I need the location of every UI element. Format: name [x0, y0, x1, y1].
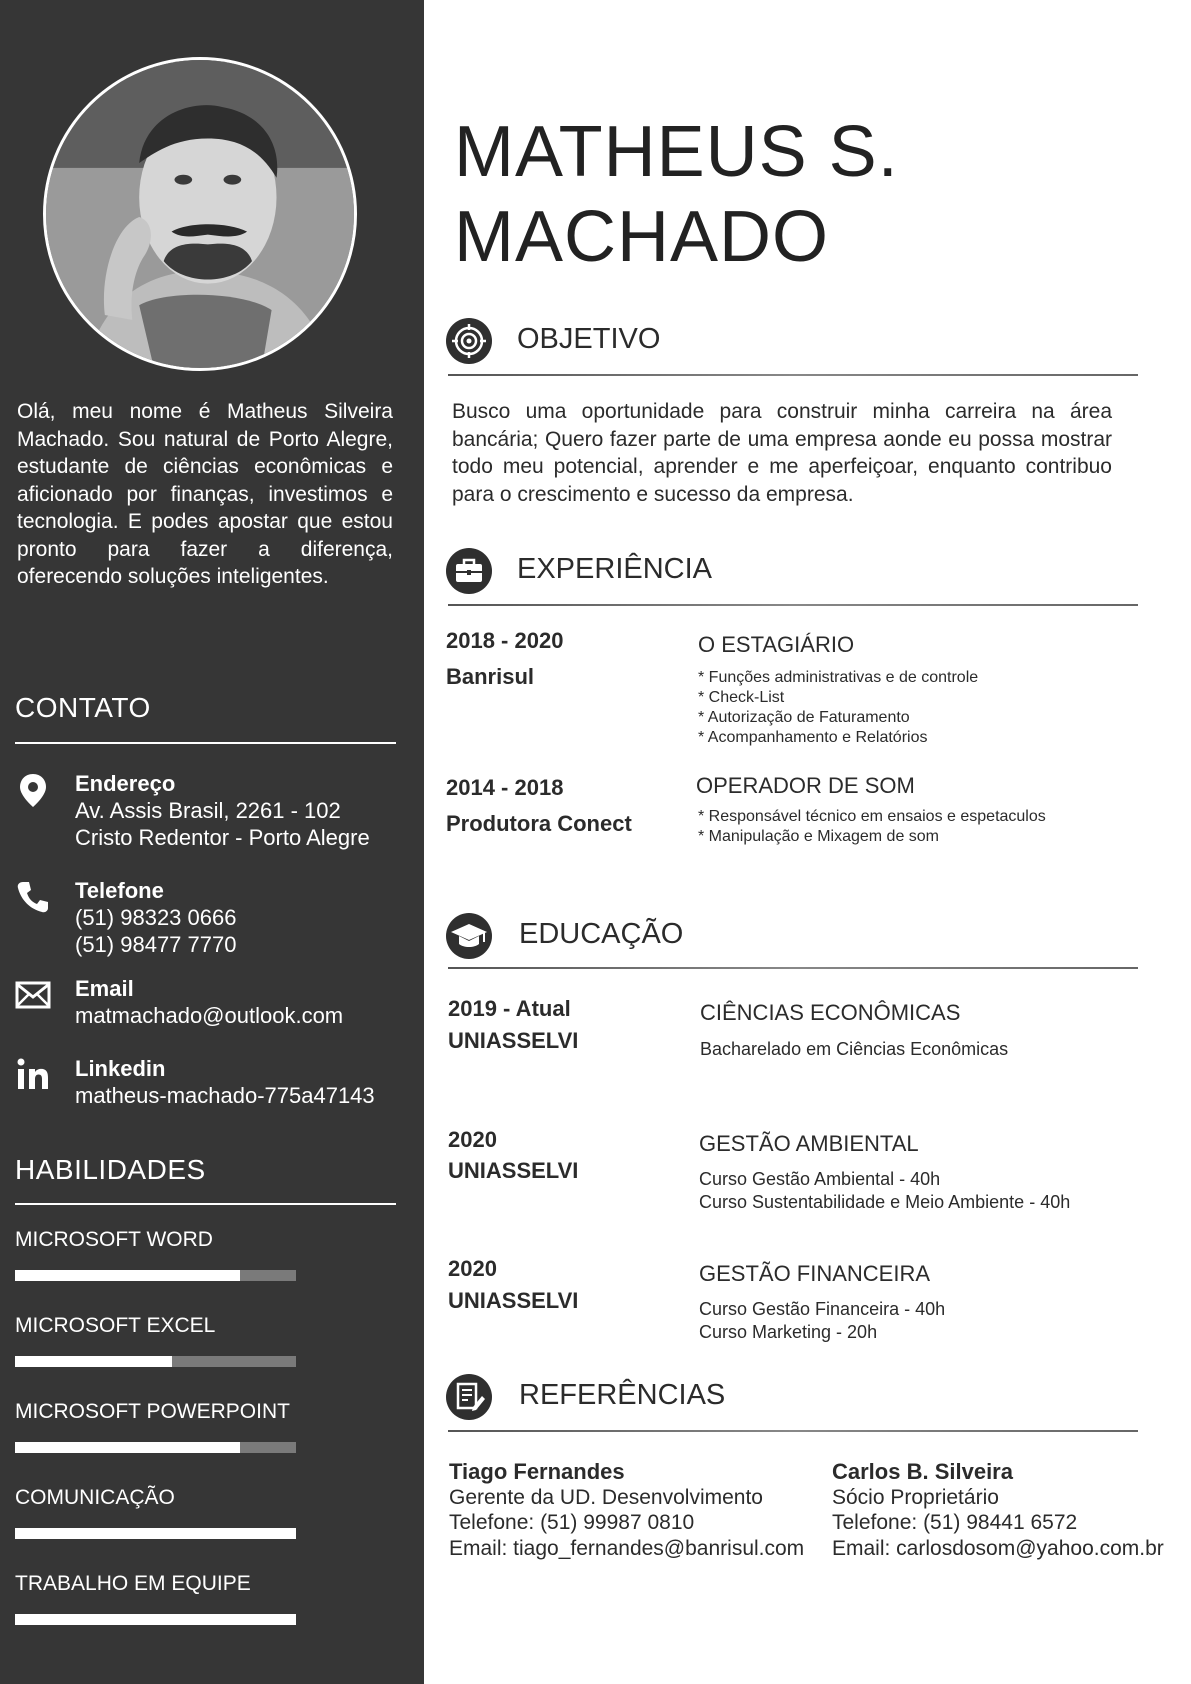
entry-years: 2018 - 2020 — [446, 628, 564, 653]
entry-role: OPERADOR DE SOM — [696, 773, 915, 798]
entry-organization: UNIASSELVI — [448, 1158, 579, 1183]
detail-line: Curso Sustentabilidade e Meio Ambiente - 40h — [699, 1192, 1071, 1212]
skill-bar — [15, 1270, 296, 1281]
entry-organization: Banrisul — [446, 664, 535, 689]
skill-bar — [15, 1614, 296, 1625]
skill-word — [15, 1228, 296, 1252]
entry-course: CIÊNCIAS ECONÔMICAS — [700, 1000, 961, 1025]
phone-label: Telefone — [75, 878, 164, 903]
section-title: EXPERIÊNCIA — [517, 553, 712, 585]
skills-title: HABILIDADES — [15, 1154, 206, 1185]
entry-role: O ESTAGIÁRIO — [698, 632, 855, 657]
linkedin-label: Linkedin — [75, 1056, 166, 1081]
skill-name: MICROSOFT EXCEL — [15, 1314, 216, 1337]
linkedin-value[interactable]: matheus-machado-775a47143 — [75, 1083, 375, 1108]
skill-bar — [15, 1356, 296, 1367]
detail-line: Curso Gestão Financeira - 40h — [699, 1299, 946, 1319]
phone-line-1[interactable]: (51) 98323 0666 — [75, 905, 237, 930]
entry-organization: UNIASSELVI — [448, 1288, 579, 1313]
entry-details — [699, 1298, 945, 1344]
phone-line-2[interactable]: (51) 98477 7770 — [75, 932, 237, 957]
name-line-2: MACHADO — [454, 197, 830, 277]
objective-text: Busco uma oportunidade para construir minha carreira na área bancária; Quero fazer parte de uma empresa aonde eu possa mostrar todo meu potencial, aprender e me aperfeiçoar, enquanto contribuo para o crescimento e sucesso da empresa. — [452, 400, 1112, 506]
email-label: Email — [75, 976, 134, 1001]
entry-years: 2020 — [448, 1127, 497, 1152]
sidebar — [0, 0, 424, 1684]
section-title: EDUCAÇÃO — [519, 918, 684, 950]
graduation-cap-icon — [446, 913, 492, 959]
email-value[interactable]: matmachado@outlook.com — [75, 1003, 344, 1028]
detail-line: * Responsável técnico em ensaios e espetaculos — [698, 808, 1046, 825]
detail-line: * Autorização de Faturamento — [698, 709, 910, 726]
section-divider — [448, 374, 1138, 376]
skill-teamwork — [15, 1572, 296, 1596]
skill-bar-fill — [15, 1356, 172, 1367]
reference-name: Tiago Fernandes — [449, 1459, 625, 1484]
entry-organization: Produtora Conect — [446, 811, 632, 836]
target-icon — [446, 318, 492, 364]
reference-position: Gerente da UD. Desenvolvimento — [449, 1485, 763, 1509]
reference-email[interactable]: Email: carlosdosom@yahoo.com.br — [832, 1536, 1164, 1560]
entry-details — [698, 668, 978, 748]
section-divider — [448, 604, 1138, 606]
entry-years: 2020 — [448, 1256, 497, 1281]
skill-bar — [15, 1442, 296, 1453]
skill-name: MICROSOFT WORD — [15, 1228, 213, 1251]
entry-course: GESTÃO FINANCEIRA — [699, 1261, 931, 1286]
section-title: REFERÊNCIAS — [519, 1379, 726, 1411]
skill-bar-fill — [15, 1614, 296, 1625]
skill-name: TRABALHO EM EQUIPE — [15, 1572, 251, 1595]
entry-years: 2019 - Atual — [448, 996, 571, 1021]
briefcase-icon — [446, 548, 492, 594]
entry-details — [698, 807, 1046, 847]
skill-bar-fill — [15, 1528, 296, 1539]
name-line-1: MATHEUS S. — [454, 112, 899, 192]
entry-details — [699, 1168, 1070, 1214]
envelope-icon — [15, 977, 51, 1013]
skill-communication — [15, 1486, 296, 1510]
entry-years: 2014 - 2018 — [446, 775, 564, 800]
reference-card — [449, 1459, 804, 1561]
skill-bar-fill — [15, 1442, 240, 1453]
reference-phone[interactable]: Telefone: (51) 98441 6572 — [832, 1511, 1078, 1534]
detail-line: * Manipulação e Mixagem de som — [698, 828, 940, 845]
entry-organization: UNIASSELVI — [448, 1028, 579, 1053]
reference-email[interactable]: Email: tiago_fernandes@banrisul.com — [449, 1536, 805, 1560]
reference-card — [832, 1459, 1164, 1561]
phone-icon — [15, 879, 51, 915]
document-edit-icon — [446, 1374, 492, 1420]
section-divider — [448, 967, 1138, 969]
detail-line: * Acompanhamento e Relatórios — [698, 729, 928, 746]
skill-excel — [15, 1314, 296, 1338]
entry-details — [700, 1038, 1008, 1061]
entry-course: GESTÃO AMBIENTAL — [699, 1131, 919, 1156]
profile-photo — [43, 57, 357, 371]
address-label: Endereço — [75, 771, 176, 796]
contact-divider — [15, 742, 396, 744]
linkedin-icon — [15, 1057, 51, 1093]
skills-divider — [15, 1203, 396, 1205]
reference-phone[interactable]: Telefone: (51) 99987 0810 — [449, 1511, 695, 1534]
location-pin-icon — [15, 772, 51, 808]
detail-line: * Funções administrativas e de controle — [698, 669, 979, 686]
skill-name: MICROSOFT POWERPOINT — [15, 1400, 290, 1423]
reference-name: Carlos B. Silveira — [832, 1459, 1013, 1484]
bio-text: Olá, meu nome é Matheus Silveira Machado. Sou natural de Porto Alegre, estudante de ciências econômicas e aficionado por finanças, investimos e tecnologia. E podes apostar que estou pronto para fazer a diferença, oferecendo soluções inteligentes. — [17, 400, 393, 588]
portrait-illustration — [46, 60, 354, 368]
detail-line: Curso Marketing - 20h — [699, 1322, 878, 1342]
candidate-name — [454, 110, 899, 280]
skill-powerpoint — [15, 1400, 296, 1424]
contact-title: CONTATO — [15, 692, 151, 723]
detail-line: * Check-List — [698, 689, 785, 706]
skill-bar — [15, 1528, 296, 1539]
section-divider — [448, 1430, 1138, 1432]
address-line-2: Cristo Redentor - Porto Alegre — [75, 825, 370, 850]
reference-position: Sócio Proprietário — [832, 1485, 999, 1509]
section-title: OBJETIVO — [517, 323, 661, 355]
skill-name: COMUNICAÇÃO — [15, 1486, 175, 1509]
address-line-1: Av. Assis Brasil, 2261 - 102 — [75, 798, 341, 823]
detail-line: Curso Gestão Ambiental - 40h — [699, 1169, 941, 1189]
main-content — [424, 0, 1191, 1684]
detail-line: Bacharelado em Ciências Econômicas — [700, 1039, 1009, 1059]
skill-bar-fill — [15, 1270, 240, 1281]
